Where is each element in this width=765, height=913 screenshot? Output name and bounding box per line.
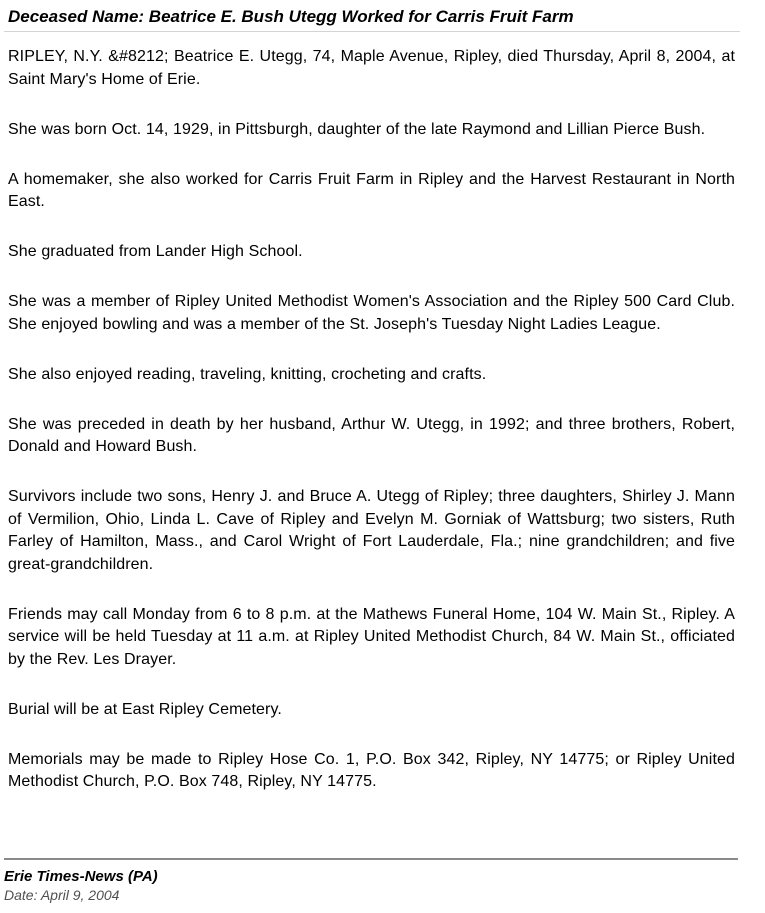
publication-date: Date: April 9, 2004 — [4, 887, 120, 903]
article-paragraph: She was a member of Ripley United Methodist Women's Association and the Ripley 500 Card Club. She enjoyed bowling and was a member of the St. Joseph's Tuesday Night Ladies League. — [8, 293, 735, 333]
article-paragraph: Memorials may be made to Ripley Hose Co. 1, P.O. Box 342, Ripley, NY 14775; or Ripley United Methodist Church, P.O. Box 748, Ripley, NY 14775. — [8, 750, 735, 790]
article-paragraph: A homemaker, she also worked for Carris Fruit Farm in Ripley and the Harvest Restaurant in North East. — [8, 170, 735, 210]
article-paragraph: RIPLEY, N.Y. &#8212; Beatrice E. Utegg, 74, Maple Avenue, Ripley, died Thursday, April 8, 2004, at Saint Mary's Home of Erie. — [8, 48, 735, 88]
article-paragraph: She was born Oct. 14, 1929, in Pittsburgh, daughter of the late Raymond and Lillian Pierce Bush. — [8, 120, 706, 138]
article-body — [8, 46, 735, 821]
article-paragraph: Burial will be at East Ripley Cemetery. — [8, 700, 282, 718]
article-paragraph: Survivors include two sons, Henry J. and Bruce A. Utegg of Ripley; three daughters, Shirley J. Mann of Vermilion, Ohio, Linda L. Cave of Ripley and Evelyn M. Gorniak of Wattsburg; two sisters, Ruth Farley of Hamilton, Mass., and Carol Wright of Fort Lauderdale, Fla.; nine grandchildren; and five great-grandchildren. — [8, 488, 735, 573]
article-paragraph: She also enjoyed reading, traveling, knitting, crocheting and crafts. — [8, 365, 487, 383]
page-title: Deceased Name: Beatrice E. Bush Utegg Worked for Carris Fruit Farm — [8, 7, 574, 26]
header-divider — [4, 31, 740, 32]
article-paragraph: Friends may call Monday from 6 to 8 p.m. at the Mathews Funeral Home, 104 W. Main St., Ripley. A service will be held Tuesday at 11 a.m. at Ripley United Methodist Church, 84 W. Main St., officiated by the Rev. Les Drayer. — [8, 605, 735, 668]
article-paragraph: She was preceded in death by her husband, Arthur W. Utegg, in 1992; and three brothers, Robert, Donald and Howard Bush. — [8, 415, 735, 455]
footer-divider — [4, 858, 738, 860]
article-paragraph: She graduated from Lander High School. — [8, 243, 303, 260]
source-publication: Erie Times-News (PA) — [4, 868, 158, 885]
